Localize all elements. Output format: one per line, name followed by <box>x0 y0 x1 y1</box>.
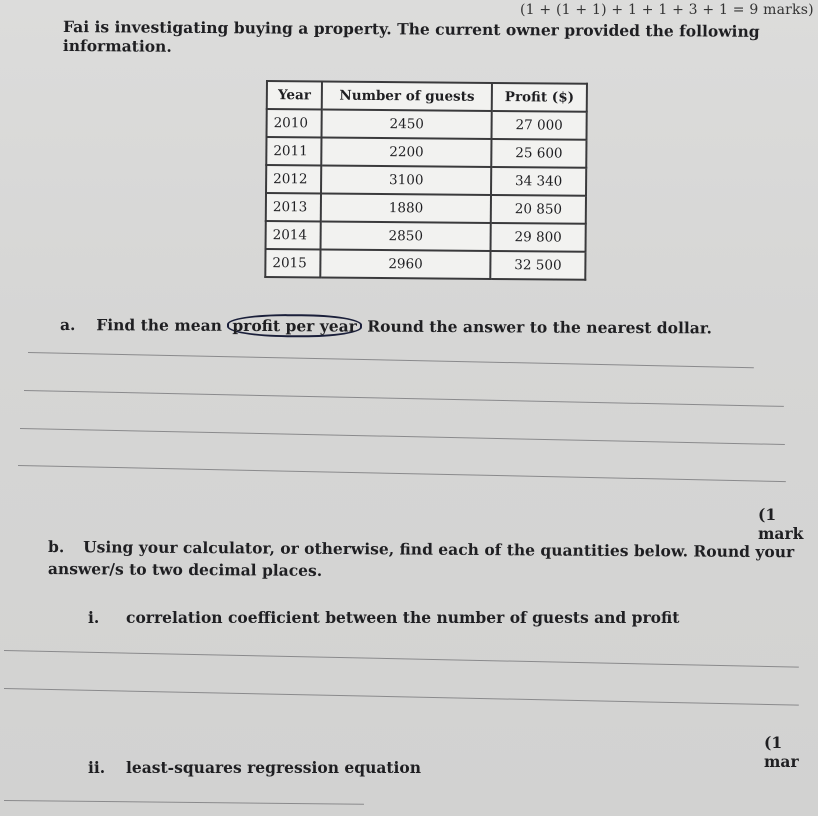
table-cell: 1880 <box>321 193 491 222</box>
part-ii-text: least-squares regression equation <box>126 758 422 777</box>
question-a-text-after: Round the answer to the nearest dollar. <box>367 316 712 338</box>
column-header: Number of guests <box>322 81 492 110</box>
table-row <box>267 109 587 140</box>
table-row <box>266 193 586 224</box>
column-header: Year <box>267 81 322 109</box>
table-cell: 2450 <box>322 109 492 138</box>
part-i-label: i. <box>88 608 100 627</box>
answer-line <box>18 465 786 482</box>
intro-text: Fai is investigating buying a property. The current owner provided the following information. <box>62 17 760 56</box>
table-row <box>265 249 585 280</box>
table-cell: 32 500 <box>490 251 585 280</box>
answer-line <box>4 688 799 706</box>
table-cell: 2014 <box>266 221 321 249</box>
table-cell: 2200 <box>321 137 491 166</box>
table-cell: 20 850 <box>491 195 586 224</box>
table-cell: 2011 <box>266 137 321 165</box>
question-a-label: a. <box>59 315 76 335</box>
answer-line <box>28 352 754 368</box>
handwritten-circle-annotation: profit per year <box>227 314 362 338</box>
question-b <box>48 536 818 585</box>
table-cell: 25 600 <box>491 139 586 168</box>
table-cell: 2013 <box>266 193 321 221</box>
question-a-marks: (1 mark <box>758 505 804 543</box>
table-cell: 2960 <box>320 249 490 278</box>
property-info-table <box>264 80 588 281</box>
question-b-text: Using your calculator, or otherwise, find each of the quantities below. Round your answer/s to two decimal places. <box>47 537 795 580</box>
part-ii-label: ii. <box>88 758 106 777</box>
question-b-i-marks: (1 mar <box>764 733 799 771</box>
table-cell: 34 340 <box>491 167 586 196</box>
answer-line <box>4 650 799 668</box>
question-b-part-i <box>88 608 679 627</box>
table-cell: 3100 <box>321 165 491 194</box>
table-row <box>266 221 586 252</box>
table-header-row <box>267 81 587 112</box>
answer-line <box>20 428 785 445</box>
part-i-text: correlation coefficient between the number of guests and profit <box>126 608 680 627</box>
answer-line <box>24 390 784 407</box>
table-cell: 2850 <box>321 221 491 250</box>
table-row <box>266 137 586 168</box>
table-cell: 2015 <box>265 249 320 277</box>
table-cell: 27 000 <box>492 111 587 140</box>
answer-line <box>4 800 364 805</box>
question-a <box>60 315 712 337</box>
table-cell: 29 800 <box>491 223 586 252</box>
question-a-text-before: Find the mean <box>96 315 222 335</box>
question-b-part-ii <box>88 758 421 777</box>
column-header: Profit ($) <box>492 83 587 112</box>
table-row <box>266 165 586 196</box>
table-cell: 2012 <box>266 165 321 193</box>
table-cell: 2010 <box>267 109 322 137</box>
question-b-label: b. <box>48 537 65 557</box>
total-marks-note: (1 + (1 + 1) + 1 + 1 + 3 + 1 = 9 marks) <box>520 2 814 18</box>
